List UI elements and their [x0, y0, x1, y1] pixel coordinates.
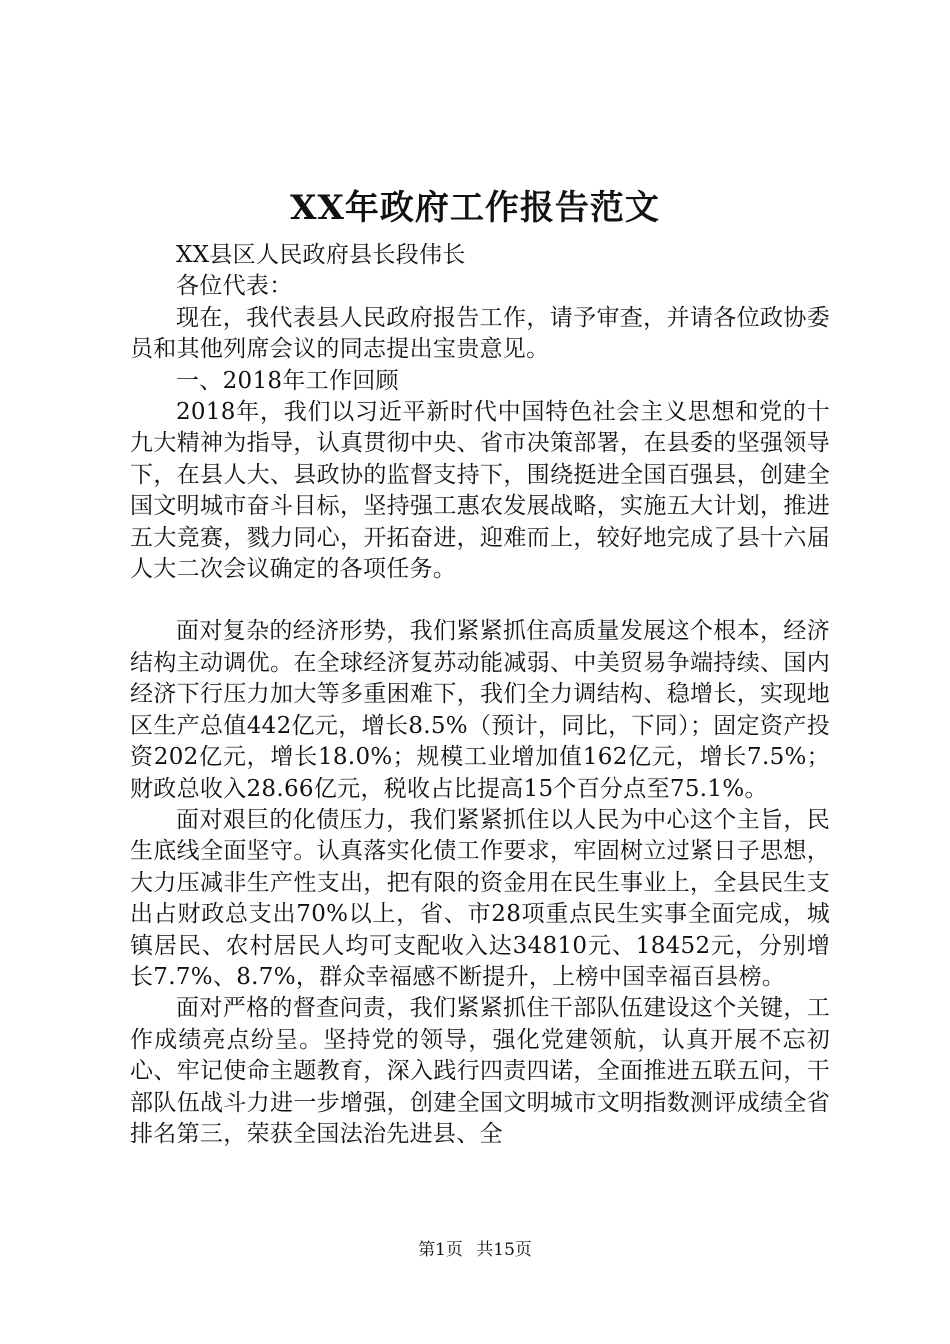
body-paragraph: 面对复杂的经济形势，我们紧紧抓住高质量发展这个根本，经济结构主动调优。在全球经济复苏动能减弱、中美贸易争端持续、国内经济下行压力加大等多重困难下，我们全力调结构、稳增长，实现地区生产总值442亿元，增长8.5%（预计，同比，下同）；固定资产投资202亿元，增长18.0%；规模工业增加值162亿元，增长7.5%；财政总收入28.66亿元，税收占比提高15个百分点至75.1%。 [130, 618, 830, 802]
body-paragraph: 面对严格的督查问责，我们紧紧抓住干部队伍建设这个关键，工作成绩亮点纷呈。坚持党的领导，强化党建领航，认真开展不忘初心、牢记使命主题教育，深入践行四责四诺，全面推进五联五问，干部队伍战斗力进一步增强，创建全国文明城市文明指数测评成绩全省排名第三，荣获全国法治先进县、全 [130, 995, 830, 1147]
document-body [130, 240, 830, 1150]
section-heading: 一、2018年工作回顾 [176, 367, 399, 394]
body-paragraph: 2018年，我们以习近平新时代中国特色社会主义思想和党的十九大精神为指导，认真贯彻中央、省市决策部署，在县委的坚强领导下，在县人大、县政协的监督支持下，围绕挺进全国百强县，创建全国文明城市奋斗目标，坚持强工惠农发展战略，实施五大计划，推进五大竞赛，戮力同心，开拓奋进，迎难而上，较好地完成了县十六届人大二次会议确定的各项任务。 [130, 399, 830, 583]
salutation: 各位代表： [176, 273, 293, 300]
page-total: 共15页 [476, 1240, 532, 1260]
intro-paragraph: 现在，我代表县人民政府报告工作，请予审查，并请各位政协委员和其他列席会议的同志提出宝贵意见。 [130, 304, 830, 363]
page-number: 第1页 [418, 1240, 463, 1260]
document-title: XX年政府工作报告范文 [290, 188, 660, 228]
body-paragraph: 面对艰巨的化债压力，我们紧紧抓住以人民为中心这个主旨，民生底线全面坚守。认真落实化债工作要求，牢固树立过紧日子思想，大力压减非生产性支出，把有限的资金用在民生事业上，全县民生支出占财政总支出70%以上，省、市28项重点民生实事全面完成，城镇居民、农村居民人均可支配收入达34810元、18452元，分别增长7.7%、8.7%，群众幸福感不断提升，上榜中国幸福百县榜。 [130, 806, 830, 990]
page-footer [0, 1238, 950, 1262]
author-line: XX县区人民政府县长段伟长 [176, 242, 466, 268]
